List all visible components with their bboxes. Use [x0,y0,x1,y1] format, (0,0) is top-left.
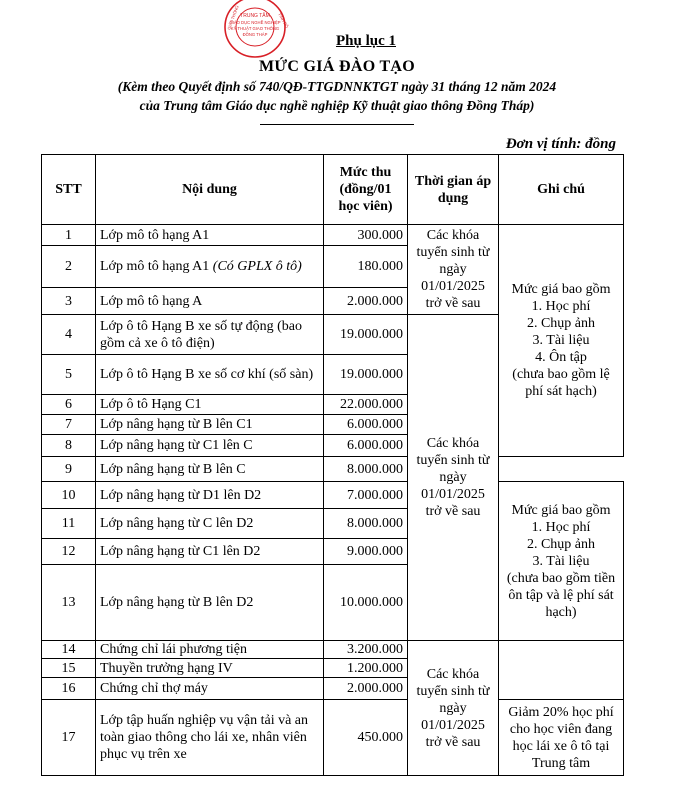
table-row [42,225,624,246]
svg-text:TỈNH ĐỒ: TỈNH ĐỒ [277,12,290,29]
row-fee: 300.000 [324,225,408,246]
row-fee: 6.000.000 [324,415,408,435]
row-content: Lớp nâng hạng từ C lên D2 [96,509,324,539]
subtitle-line-2: của Trung tâm Giáo dục nghề nghiệp Kỹ thuật giao thông Đồng Tháp) [139,98,535,113]
row-content: Lớp tập huấn nghiệp vụ vận tải và an toàn giao thông cho lái xe, nhân viên phục vụ trên xe [96,700,324,776]
row-fee: 2.000.000 [324,678,408,700]
row-stt: 5 [42,355,96,395]
row-stt: 15 [42,659,96,678]
note2-item: 1. Học phí [531,519,591,535]
row-content-note: (Có GPLX ô tô) [212,259,302,274]
time-cell-2: Các khóa tuyển sinh từ ngày 01/01/2025 trở về sau [408,315,499,641]
note-cell-3: Giảm 20% học phí cho học viên đang học lái xe ô tô tại Trung tâm [499,700,624,776]
note1-item: 2. Chụp ảnh [526,316,596,331]
note-cell-1 [499,225,624,457]
table-header-row [42,155,624,225]
row-fee: 9.000.000 [324,539,408,565]
table-row [42,457,624,482]
row-content: Lớp nâng hạng từ C1 lên D2 [96,539,324,565]
note-cell-2 [499,482,624,641]
fee-table [41,154,624,776]
note2-outro: (chưa bao gồm tiền ôn tập và lệ phí sát hạch) [506,570,616,620]
svg-text:GIÁO THÔNG: GIÁO THÔNG [226,4,240,31]
row-stt: 9 [42,457,96,482]
table-row [42,700,624,776]
row-stt: 4 [42,315,96,355]
official-stamp [218,0,292,60]
svg-text:KỸ THUẬT GIAO THÔNG: KỸ THUẬT GIAO THÔNG [230,26,280,31]
time-cell-3: Các khóa tuyển sinh từ ngày 01/01/2025 trở về sau [408,641,499,776]
row-fee: 450.000 [324,700,408,776]
row-stt: 7 [42,415,96,435]
row-stt: 14 [42,641,96,659]
row-fee: 8.000.000 [324,509,408,539]
row-content: Lớp ô tô Hạng C1 [96,395,324,415]
row-content-text: Lớp mô tô hạng A1 [100,259,210,274]
row-stt: 3 [42,288,96,315]
note1-item: 1. Học phí [531,299,591,314]
row-fee: 8.000.000 [324,457,408,482]
svg-text:GIÁO DỤC NGHỀ NGHIỆP: GIÁO DỤC NGHỀ NGHIỆP [229,20,281,25]
svg-text:ĐỒNG THÁP: ĐỒNG THÁP [242,32,268,37]
appendix-label: Phụ lục 1 [335,33,396,49]
row-content: Lớp nâng hạng từ D1 lên D2 [96,482,324,509]
row-content: Lớp mô tô hạng A [96,288,324,315]
row-stt: 13 [42,565,96,641]
subtitle [0,77,674,115]
unit-label: Đơn vị tính: đồng [505,136,616,152]
row-fee: 1.200.000 [324,659,408,678]
row-content: Lớp mô tô hạng A1 [96,225,324,246]
row-fee: 19.000.000 [324,355,408,395]
row-content: Chứng chỉ lái phương tiện [96,641,324,659]
note1-intro: Mức giá bao gồm [511,282,611,297]
row-content: Chứng chỉ thợ máy [96,678,324,700]
row-fee: 3.200.000 [324,641,408,659]
time-cell-1: Các khóa tuyển sinh từ ngày 01/01/2025 trở về sau [408,225,499,315]
note2-item: 2. Chụp ảnh [526,536,596,552]
note1-item: 3. Tài liệu [532,333,590,348]
note2-intro: Mức giá bao gồm [511,502,611,518]
row-stt: 16 [42,678,96,700]
header-fee-text: Mức thu (đồng/01 học viên) [338,165,393,214]
row-content: Lớp ô tô Hạng B xe số cơ khí (số sàn) [96,355,324,395]
row-stt: 10 [42,482,96,509]
subtitle-line-1: (Kèm theo Quyết định số 740/QĐ-TTGDNNKTGT ngày 31 tháng 12 năm 2024 [117,79,557,94]
header-time: Thời gian áp dụng [408,155,499,225]
row-content: Lớp nâng hạng từ C1 lên C [96,435,324,457]
row-fee: 22.000.000 [324,395,408,415]
row-fee: 180.000 [324,246,408,288]
note-cell-empty [499,641,624,700]
row-fee: 19.000.000 [324,315,408,355]
row-content: Thuyền trưởng hạng IV [96,659,324,678]
table-row [42,482,624,509]
row-content: Lớp ô tô Hạng B xe số tự động (bao gồm cả xe ô tô điện) [96,315,324,355]
note1-item: 4. Ôn tập [535,350,587,365]
header-content: Nội dung [96,155,324,225]
row-content: Lớp nâng hạng từ B lên D2 [96,565,324,641]
svg-text:TRUNG TÂM: TRUNG TÂM [240,13,270,19]
row-fee: 7.000.000 [324,482,408,509]
table-row [42,641,624,659]
title-divider [260,124,414,125]
row-content: Lớp nâng hạng từ B lên C [96,457,324,482]
row-stt: 2 [42,246,96,288]
header-fee [324,155,408,225]
row-stt: 1 [42,225,96,246]
row-stt: 17 [42,700,96,776]
row-content: Lớp nâng hạng từ B lên C1 [96,415,324,435]
page-title: MỨC GIÁ ĐÀO TẠO [258,58,416,75]
row-stt: 6 [42,395,96,415]
header-stt: STT [42,155,96,225]
row-stt: 8 [42,435,96,457]
header-note: Ghi chú [499,155,624,225]
row-fee: 6.000.000 [324,435,408,457]
row-stt: 12 [42,539,96,565]
note2-item: 3. Tài liệu [532,553,590,569]
row-fee: 2.000.000 [324,288,408,315]
row-stt: 11 [42,509,96,539]
row-fee: 10.000.000 [324,565,408,641]
row-content [96,246,324,288]
note1-outro: (chưa bao gồm lệ phí sát hạch) [512,367,610,399]
